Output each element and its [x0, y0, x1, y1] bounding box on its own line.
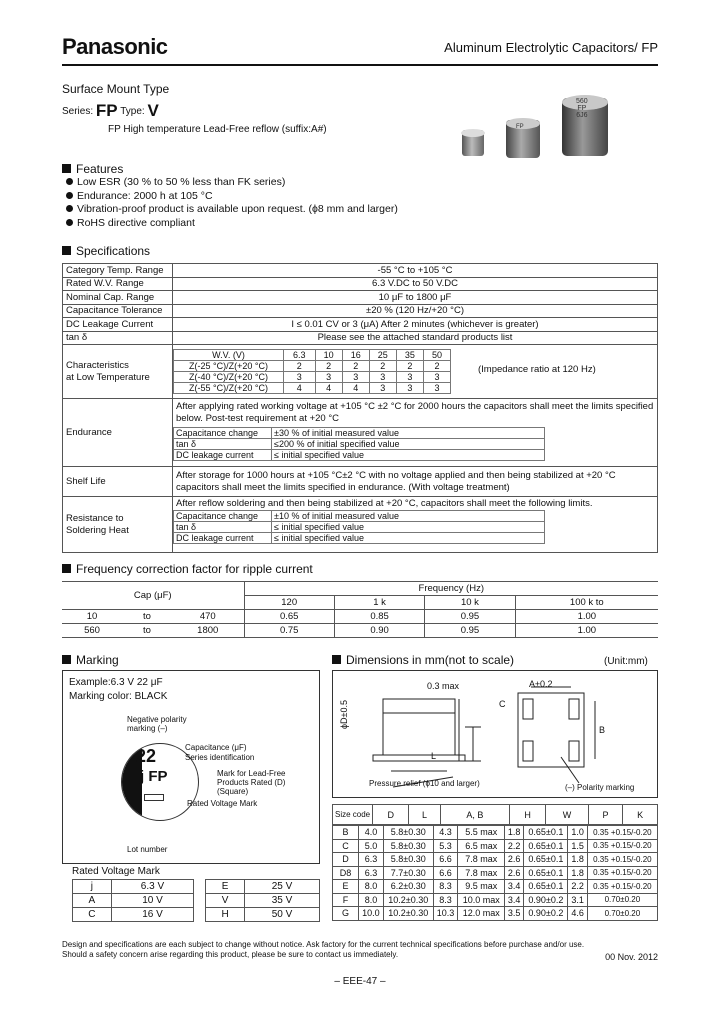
lowtemp-header: 10 — [315, 350, 342, 361]
capacitor-large — [562, 98, 608, 156]
bullet-icon — [66, 219, 73, 226]
lowtemp-cell: Z(-25 °C)/Z(+20 °C) — [174, 361, 284, 372]
lowtemp-header: 6.3 — [284, 350, 316, 361]
spec-row — [63, 264, 658, 278]
lowtemp-cell: 2 — [369, 361, 396, 372]
series-id-label: Series identification — [185, 753, 255, 762]
dim-cell: 9.5 max — [458, 880, 504, 894]
dim-cell: 3.1 — [568, 893, 587, 907]
specifications-heading: Specifications — [62, 244, 150, 258]
spec-row-lowtemp — [63, 345, 658, 399]
soldering-label: Resistance to — [66, 512, 124, 524]
lowtemp-cell: Z(-55 °C)/Z(+20 °C) — [174, 383, 284, 394]
lowtemp-row — [174, 383, 451, 394]
polarity-marking-label: (–) Polarity marking — [565, 783, 635, 792]
dim-cell: 1.8 — [504, 826, 523, 840]
freq-col: 10 k — [425, 596, 515, 610]
endurance-row: Capacitance change ±30 % of initial measured value — [174, 428, 545, 439]
soldering-table — [173, 510, 545, 544]
dimensions-rows — [333, 826, 658, 921]
soldering-label-2: Soldering Heat — [66, 524, 129, 536]
dim-cell: 0.90±0.2 — [524, 907, 568, 921]
dim-cell: B — [333, 826, 359, 840]
square-bullet-icon — [332, 655, 341, 664]
footer-note-2: Should a safety concern arise regarding this product, please be sure to contact us immediately. — [62, 950, 399, 959]
dim-cell: 7.7±0.30 — [383, 866, 433, 880]
endurance-table — [173, 427, 545, 461]
dim-cell: 5.8±0.30 — [383, 839, 433, 853]
lowtemp-cell: Z(-40 °C)/Z(+20 °C) — [174, 372, 284, 383]
lowtemp-header: W.V. (V) — [174, 350, 284, 361]
endurance-row: DC leakage current ≤ initial specified value — [174, 450, 545, 461]
freq-col: 120 — [244, 596, 334, 610]
header-rule — [62, 64, 658, 66]
marking-cap-code: j FP — [140, 768, 168, 785]
lot-box — [144, 794, 164, 801]
dim-cell: 10.2±0.30 — [383, 907, 433, 921]
dim-cell: 5.0 — [359, 839, 384, 853]
cap-mark-medium: FP — [516, 124, 524, 130]
freq-col: 1 k — [334, 596, 424, 610]
dimension-drawing — [332, 670, 658, 798]
soldering-row: Capacitance change ±10 % of initial measured value — [174, 511, 545, 522]
lowtemp-cell: 2 — [423, 361, 450, 372]
dim-cell: 3.4 — [504, 893, 523, 907]
dim-label-a: A±0.2 — [529, 679, 553, 689]
freq-row: 560 to 1800 0.75 0.90 0.95 1.00 — [62, 624, 658, 638]
dim-cell: 1.8 — [568, 853, 587, 867]
series-label: Series: — [62, 106, 94, 117]
dim-cell: 3.4 — [504, 880, 523, 894]
dim-cell: 0.35 +0.15/-0.20 — [587, 826, 657, 840]
neg-polarity-label: Negative polarity — [127, 715, 187, 724]
spec-row — [63, 318, 658, 332]
dim-cell: 6.2±0.30 — [383, 880, 433, 894]
soldering-row: DC leakage current ≤ initial specified value — [174, 533, 545, 544]
dim-cell: 0.70±0.20 — [587, 893, 657, 907]
dim-cell: 0.65±0.1 — [524, 839, 568, 853]
dim-cell: G — [333, 907, 359, 921]
spec-row — [63, 331, 658, 345]
dim-cell: 0.65±0.1 — [524, 826, 568, 840]
dim-row — [333, 907, 658, 921]
spec-value: -55 °C to +105 °C — [173, 264, 658, 278]
dim-label-max: 0.3 max — [427, 681, 460, 691]
lowtemp-header: 25 — [369, 350, 396, 361]
feature-item: RoHS directive compliant — [66, 217, 398, 231]
dim-row — [333, 826, 658, 840]
spec-label: DC Leakage Current — [63, 318, 173, 332]
features-list — [66, 176, 398, 230]
dim-cell: D — [333, 853, 359, 867]
reflow-note: FP High temperature Lead-Free reflow (suffix:A#) — [108, 124, 327, 135]
dim-cell: 4.6 — [568, 907, 587, 921]
marking-heading: Marking — [62, 653, 119, 667]
lowtemp-label-2: at Low Temperature — [66, 371, 150, 383]
specifications-table — [62, 263, 658, 553]
lot-number-label: Lot number — [127, 845, 168, 854]
dim-cell: C — [333, 839, 359, 853]
lowtemp-header: 16 — [342, 350, 369, 361]
freq-header-row — [62, 582, 658, 596]
spec-value: ±20 % (120 Hz/+20 °C) — [173, 304, 658, 318]
spec-value: I ≤ 0.01 CV or 3 (μA) After 2 minutes (whichever is greater) — [173, 318, 658, 332]
dim-header-row: Size code D L A, B H W P K — [333, 805, 658, 825]
footer-date: 00 Nov. 2012 — [605, 952, 658, 962]
dim-row — [333, 880, 658, 894]
soldering-text: After reflow soldering and then being stabilized at +20 °C, capacitors shall meet the following limits. — [176, 498, 593, 509]
lowtemp-header: 35 — [396, 350, 423, 361]
dim-cell: 0.65±0.1 — [524, 866, 568, 880]
spec-row — [63, 277, 658, 291]
lowtemp-cell: 4 — [284, 383, 316, 394]
spec-label: Category Temp. Range — [63, 264, 173, 278]
rated-voltage-label: Rated Voltage Mark — [187, 799, 258, 808]
shelf-text-2: capacitors shall meet the limits specified in endurance. (With voltage treatment) — [176, 481, 510, 493]
capacitor-medium — [506, 120, 540, 158]
lowtemp-cell: 3 — [369, 372, 396, 383]
spec-row-endurance — [63, 399, 658, 467]
lowtemp-header: 50 — [423, 350, 450, 361]
dim-cell: 1.0 — [568, 826, 587, 840]
square-bullet-icon — [62, 246, 71, 255]
cap-mark-line3: 6J6 — [576, 112, 588, 119]
dim-cell: 2.6 — [504, 853, 523, 867]
lead-free-label: Mark for Lead-Free — [217, 769, 286, 778]
dim-label-b: B — [599, 725, 606, 735]
feature-item: Low ESR (30 % to 50 % less than FK series) — [66, 176, 398, 190]
series-line — [62, 101, 159, 121]
spec-value: 6.3 V.DC to 50 V.DC — [173, 277, 658, 291]
dim-cell: 0.35 +0.15/-0.20 — [587, 853, 657, 867]
dim-cell: 6.3 — [359, 853, 384, 867]
rv-row: C 16 V H 50 V — [73, 908, 320, 922]
dim-cell: 6.6 — [433, 866, 458, 880]
dim-label-phi: ϕD±0.5 — [339, 700, 349, 729]
dim-cell: 8.0 — [359, 880, 384, 894]
spec-row — [63, 291, 658, 305]
unit-label: (Unit:mm) — [604, 656, 648, 667]
lowtemp-row — [174, 361, 451, 372]
rv-row: A 10 V V 35 V — [73, 894, 320, 908]
dim-cell: 8.3 — [433, 880, 458, 894]
square-bullet-icon — [62, 655, 71, 664]
dim-cell: 12.0 max — [458, 907, 504, 921]
feature-item: Vibration-proof product is available upon request. (ϕ8 mm and larger) — [66, 203, 398, 217]
spec-row-soldering — [63, 497, 658, 553]
dim-cell: 1.8 — [568, 866, 587, 880]
dim-cell: 8.0 — [359, 893, 384, 907]
lowtemp-cell: 3 — [315, 372, 342, 383]
spec-row-shelf — [63, 467, 658, 497]
dim-cell: 5.8±0.30 — [383, 826, 433, 840]
lowtemp-cell: 3 — [423, 383, 450, 394]
page-number: – EEE-47 – — [334, 976, 386, 987]
series-value: FP — [95, 101, 118, 120]
shelf-text-1: After storage for 1000 hours at +105 °C±2 °C with no voltage applied and then being stabilized at +20 °C — [176, 469, 616, 481]
lead-free-label-3: (Square) — [217, 787, 249, 796]
spec-value: 10 μF to 1800 μF — [173, 291, 658, 305]
dim-row — [333, 853, 658, 867]
dim-cell: 10.0 max — [458, 893, 504, 907]
impedance-note: (Impedance ratio at 120 Hz) — [478, 364, 596, 375]
marking-cap-value: 22 — [136, 746, 157, 766]
freq-row: 10 to 470 0.65 0.85 0.95 1.00 — [62, 610, 658, 624]
lowtemp-cell: 2 — [284, 361, 316, 372]
endurance-label: Endurance — [63, 399, 173, 467]
mount-type: Surface Mount Type — [62, 82, 170, 96]
type-label: Type: — [120, 106, 145, 117]
freq-header: Frequency (Hz) — [244, 582, 658, 596]
lowtemp-label: Characteristics — [66, 359, 129, 371]
document-title: Aluminum Electrolytic Capacitors/ FP — [444, 40, 658, 55]
soldering-row: tan δ ≤ initial specified value — [174, 522, 545, 533]
lowtemp-cell: 2 — [342, 361, 369, 372]
rated-voltage-table — [72, 879, 320, 922]
spec-label: Capacitance Tolerance — [63, 304, 173, 318]
spec-label: tan δ — [63, 331, 173, 345]
dim-cell: 2.6 — [504, 866, 523, 880]
dim-cell: 1.5 — [568, 839, 587, 853]
freq-col: 100 k to — [515, 596, 658, 610]
dim-cell: 2.2 — [504, 839, 523, 853]
bullet-icon — [66, 192, 73, 199]
dim-cell: 10.0 — [359, 907, 384, 921]
lowtemp-cell: 4 — [315, 383, 342, 394]
frequency-heading: Frequency correction factor for ripple current — [62, 562, 313, 576]
spec-label: Nominal Cap. Range — [63, 291, 173, 305]
dim-cell: 7.8 max — [458, 853, 504, 867]
dim-cell: E — [333, 880, 359, 894]
marking-color: Marking color: BLACK — [69, 691, 168, 702]
pressure-relief-label: Pressure relief (ϕ10 and larger) — [369, 779, 480, 788]
cap-header: Cap (μF) — [62, 582, 244, 610]
neg-polarity-label-2: marking (–) — [127, 724, 168, 733]
rated-voltage-heading: Rated Voltage Mark — [72, 866, 160, 877]
dim-row — [333, 866, 658, 880]
square-bullet-icon — [62, 564, 71, 573]
dimensions-body — [332, 825, 658, 921]
dim-cell: 0.65±0.1 — [524, 880, 568, 894]
lowtemp-cell: 4 — [342, 383, 369, 394]
lead-free-label-2: Products Rated (D) — [217, 778, 286, 787]
dim-cell: 7.8 max — [458, 866, 504, 880]
lowtemp-cell: 3 — [396, 383, 423, 394]
dim-cell: 8.3 — [433, 893, 458, 907]
dim-cell: 6.3 — [359, 866, 384, 880]
dim-row — [333, 839, 658, 853]
dim-cell: F — [333, 893, 359, 907]
capacitance-label: Capacitance (μF) — [185, 743, 247, 752]
dim-cell: 4.3 — [433, 826, 458, 840]
features-heading: Features — [62, 162, 123, 176]
endurance-row: tan δ ≤200 % of initial specified value — [174, 439, 545, 450]
spec-label: Rated W.V. Range — [63, 277, 173, 291]
dim-cell: 5.8±0.30 — [383, 853, 433, 867]
lowtemp-cell: 2 — [315, 361, 342, 372]
dim-cell: 0.35 +0.15/-0.20 — [587, 866, 657, 880]
dim-label-l: L — [431, 751, 437, 761]
bullet-icon — [66, 178, 73, 185]
rv-row: j 6.3 V E 25 V — [73, 880, 320, 894]
footer-note-1: Design and specifications are each subject to change without notice. Ask factory for the current technical specifications before purchase and/or use. — [62, 940, 585, 949]
dim-cell: 5.3 — [433, 839, 458, 853]
dimensions-heading: Dimensions in mm(not to scale) — [332, 653, 514, 667]
dim-label-c: C — [499, 699, 506, 709]
lowtemp-cell: 3 — [284, 372, 316, 383]
lowtemp-header-row — [174, 350, 451, 361]
square-bullet-icon — [62, 164, 71, 173]
lowtemp-cell: 3 — [369, 383, 396, 394]
lowtemp-table — [173, 349, 451, 394]
cap-mark-line2: FP — [577, 105, 587, 112]
dim-cell: 6.6 — [433, 853, 458, 867]
dim-cell: 0.35 +0.15/-0.20 — [587, 839, 657, 853]
frequency-table — [62, 581, 658, 638]
dim-cell: 4.0 — [359, 826, 384, 840]
marking-example: Example:6.3 V 22 μF — [69, 677, 163, 688]
spec-value: Please see the attached standard products list — [173, 331, 658, 345]
cap-mark-line1: 560 — [576, 98, 588, 105]
dim-cell: 0.70±0.20 — [587, 907, 657, 921]
lowtemp-cell: 3 — [423, 372, 450, 383]
endurance-text: After applying rated working voltage at +105 °C ±2 °C for 2000 hours the capacitors shall meet the limits specified below. Post-test requirement at +20 °C — [176, 401, 654, 424]
lowtemp-cell: 3 — [342, 372, 369, 383]
dim-cell: 3.5 — [504, 907, 523, 921]
lowtemp-cell: 3 — [396, 372, 423, 383]
feature-item: Endurance: 2000 h at 105 °C — [66, 190, 398, 204]
dim-cell: 5.5 max — [458, 826, 504, 840]
dimensions-table — [332, 804, 658, 825]
dim-cell: 10.2±0.30 — [383, 893, 433, 907]
lowtemp-row — [174, 372, 451, 383]
capacitor-small — [462, 130, 484, 156]
brand-logo: Panasonic — [62, 34, 168, 59]
dim-cell: 6.5 max — [458, 839, 504, 853]
dim-cell: 0.35 +0.15/-0.20 — [587, 880, 657, 894]
dim-cell: 2.2 — [568, 880, 587, 894]
type-value: V — [147, 101, 159, 120]
dim-row — [333, 893, 658, 907]
spec-row — [63, 304, 658, 318]
dim-cell: 0.65±0.1 — [524, 853, 568, 867]
dim-cell: 0.90±0.2 — [524, 893, 568, 907]
marking-box — [62, 670, 320, 864]
dim-cell: D8 — [333, 866, 359, 880]
bullet-icon — [66, 205, 73, 212]
lowtemp-cell: 2 — [396, 361, 423, 372]
shelf-label: Shelf Life — [63, 467, 173, 497]
dim-cell: 10.3 — [433, 907, 458, 921]
